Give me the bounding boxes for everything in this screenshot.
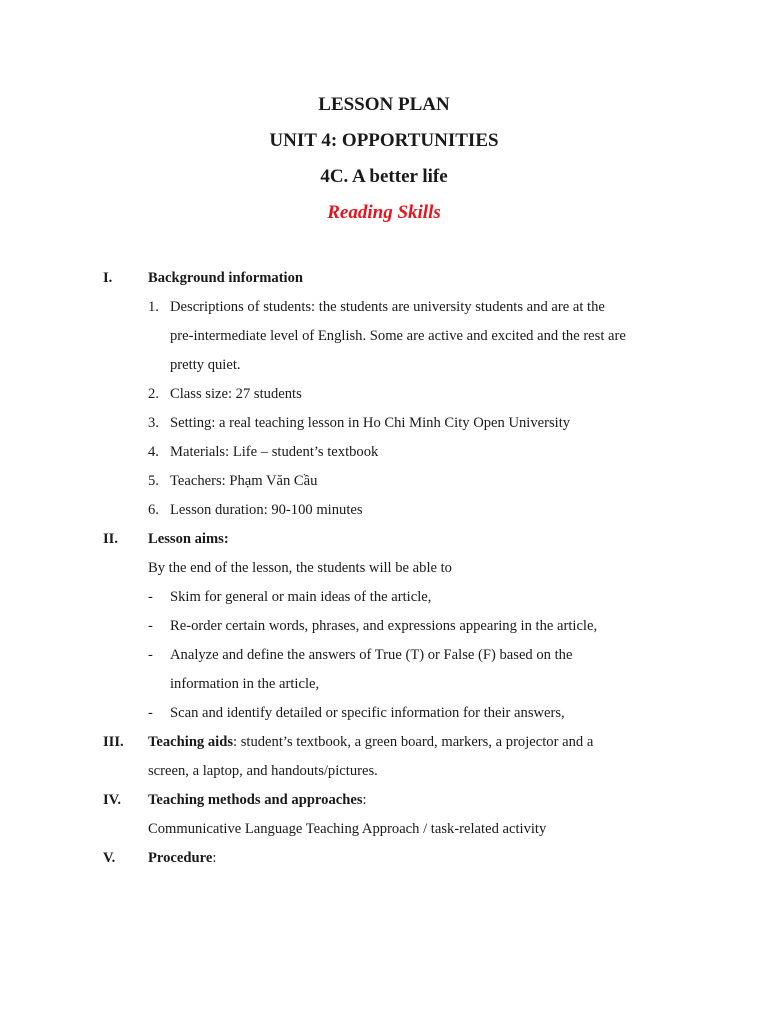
list-item-number: 6. [148, 502, 159, 518]
list-item-text: pre-intermediate level of English. Some are active and excited and the rest are [170, 328, 626, 344]
teaching-aids-text: : student’s textbook, a green board, markers, a projector and a [233, 734, 594, 750]
teaching-aids-text-cont: screen, a laptop, and handouts/pictures. [148, 763, 378, 779]
section-heading-aims: Lesson aims: [148, 531, 229, 547]
methods-colon: : [362, 792, 367, 808]
list-item-text: pretty quiet. [170, 357, 241, 373]
section-numeral-2: II. [103, 531, 119, 547]
procedure-colon: : [212, 850, 217, 866]
section-numeral-3: III. [103, 734, 124, 750]
section-numeral-1: I. [103, 270, 113, 286]
doc-title: LESSON PLAN [318, 94, 450, 115]
section-numeral-5: V. [103, 850, 116, 866]
skill-subtitle: Reading Skills [327, 202, 441, 223]
section-heading-methods: Teaching methods and approaches [148, 792, 363, 808]
methods-line [148, 790, 367, 810]
list-item-text: Descriptions of students: the students are university students and are at the [170, 299, 605, 315]
unit-title: UNIT 4: OPPORTUNITIES [269, 130, 499, 151]
procedure-line [148, 848, 216, 868]
list-item-text: Class size: 27 students [170, 386, 302, 402]
list-item-text: Setting: a real teaching lesson in Ho Chi Minh City Open University [170, 415, 571, 431]
bullet-text: Re-order certain words, phrases, and expressions appearing in the article, [170, 618, 598, 634]
list-item-number: 5. [148, 473, 159, 489]
teaching-aids-line [148, 732, 593, 752]
bullet-text: information in the article, [170, 676, 320, 692]
bullet-text: Scan and identify detailed or specific information for their answers, [170, 705, 565, 721]
list-item-number: 4. [148, 444, 159, 460]
list-item-number: 1. [148, 299, 159, 315]
section-heading-background: Background information [148, 270, 304, 286]
section-numeral-4: IV. [103, 792, 121, 808]
section-heading-procedure: Procedure [148, 850, 213, 866]
lesson-subtitle: 4C. A better life [320, 166, 448, 187]
list-item-number: 2. [148, 386, 159, 402]
bullet-dash: - [148, 705, 153, 721]
bullet-dash: - [148, 647, 153, 663]
section-heading-aids: Teaching aids [148, 734, 234, 750]
aims-intro: By the end of the lesson, the students will be able to [148, 560, 452, 576]
list-item-text: Materials: Life – student’s textbook [170, 444, 379, 460]
bullet-dash: - [148, 618, 153, 634]
list-item-text: Teachers: Phạm Văn Cầu [170, 473, 318, 489]
bullet-text: Analyze and define the answers of True (T) or False (F) based on the [170, 647, 573, 663]
list-item-number: 3. [148, 415, 159, 431]
bullet-text: Skim for general or main ideas of the article, [170, 589, 432, 605]
list-item-text: Lesson duration: 90-100 minutes [170, 502, 363, 518]
methods-text: Communicative Language Teaching Approach / task-related activity [148, 821, 547, 837]
bullet-dash: - [148, 589, 153, 605]
